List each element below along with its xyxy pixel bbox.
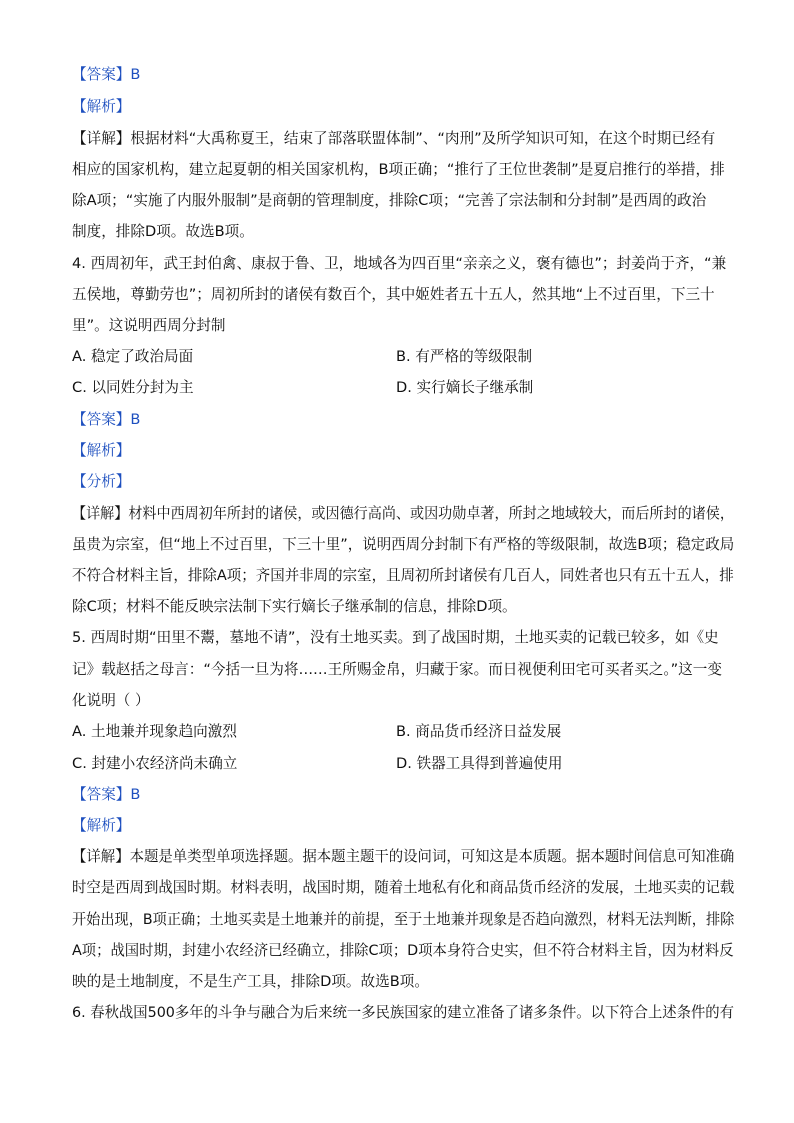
q3-detail-line: 制度，排除D项。故选B项。 <box>72 223 254 240</box>
fenxi-label: 【分析】 <box>72 473 131 490</box>
q3-detail-line: 【详解】根据材料“大禹称夏王，结束了部落联盟体制”、“肉刑”及所学知识可知，在这个时期已经有 <box>72 130 716 147</box>
q4-stem-line: 五侯地，尊勤劳也”；周初所封的诸侯有数百个，其中姬姓者五十五人，然其地“上不过百里，下三十 <box>72 286 715 303</box>
q5-option-a: A. 土地兼并现象趋向激烈 <box>72 723 237 740</box>
q3-detail-line: 相应的国家机构，建立起夏朝的相关国家机构，B项正确；“推行了王位世袭制”是夏启推行的举措，排 <box>72 161 725 178</box>
q4-option-d: D. 实行嫡长子继承制 <box>396 379 534 396</box>
q4-stem-line: 4. 西周初年，武王封伯禽、康叔于鲁、卫，地域各为四百里“亲亲之义，褒有德也”；封姜尚于齐，“兼 <box>72 255 727 272</box>
q4-detail-line: 【详解】材料中西周初年所封的诸侯，或因德行高尚、或因功勋卓著，所封之地域较大，而后所封的诸侯， <box>72 505 734 522</box>
q6-stem-line: 6. 春秋战国500多年的斗争与融合为后来统一多民族国家的建立准备了诸多条件。以下符合上述条件的有 <box>72 1004 734 1021</box>
q5-detail-line: 时空是西周到战国时期。材料表明，战国时期，随着土地私有化和商品货币经济的发展，土地买卖的记载 <box>72 879 735 896</box>
answer-label: 【答案】B <box>72 411 141 428</box>
q4-stem-line: 里”。这说明西周分封制 <box>72 317 226 334</box>
q4-option-b: B. 有严格的等级限制 <box>396 348 533 365</box>
q5-detail-line: A项；战国时期，封建小农经济已经确立，排除C项；D项本身符合史实，但不符合材料主旨，因为材料反 <box>72 942 734 959</box>
answer-label: 【答案】B <box>72 786 141 803</box>
q5-stem-line: 记》载赵括之母言：“今括一旦为将……王所赐金帛，归藏于家。而日视便利田宅可买者买之。”这一变 <box>72 661 722 678</box>
q3-detail-line: 除A项；“实施了内服外服制”是商朝的管理制度，排除C项；“完善了宗法制和分封制”是西周的政治 <box>72 192 707 209</box>
q4-detail-line: 不符合材料主旨，排除A项；齐国并非周的宗室，且周初所封诸侯有几百人，同姓者也只有五十五人，排 <box>72 567 734 584</box>
q5-stem-line: 化说明（ ） <box>72 692 150 709</box>
q4-option-c: C. 以同姓分封为主 <box>72 379 194 396</box>
q5-detail-line: 映的是土地制度，不是生产工具，排除D项。故选B项。 <box>72 973 429 990</box>
analysis-label: 【解析】 <box>72 98 131 115</box>
q5-option-b: B. 商品货币经济日益发展 <box>396 723 562 740</box>
q5-detail-line: 开始出现，B项正确；土地买卖是土地兼并的前提，至于土地兼并现象是否趋向激烈，材料无法判断，排除 <box>72 911 735 928</box>
q5-option-c: C. 封建小农经济尚未确立 <box>72 755 238 772</box>
q4-option-a: A. 稳定了政治局面 <box>72 348 194 365</box>
analysis-label: 【解析】 <box>72 817 131 834</box>
q4-detail-line: 除C项；材料不能反映宗法制下实行嫡长子继承制的信息，排除D项。 <box>72 598 517 615</box>
q4-detail-line: 虽贵为宗室，但“地上不过百里，下三十里”，说明西周分封制下有严格的等级限制，故选B项；稳定政局 <box>72 536 735 553</box>
answer-label: 【答案】B <box>72 66 141 83</box>
q5-option-d: D. 铁器工具得到普遍使用 <box>396 755 563 772</box>
analysis-label: 【解析】 <box>72 442 131 459</box>
q5-stem-line: 5. 西周时期“田里不鬻，墓地不请”，没有土地买卖。到了战国时期，土地买卖的记载已较多，如《史 <box>72 629 719 646</box>
q5-detail-line: 【详解】本题是单类型单项选择题。据本题主题干的设问词，可知这是本质题。据本题时间信息可知准确 <box>72 848 735 865</box>
